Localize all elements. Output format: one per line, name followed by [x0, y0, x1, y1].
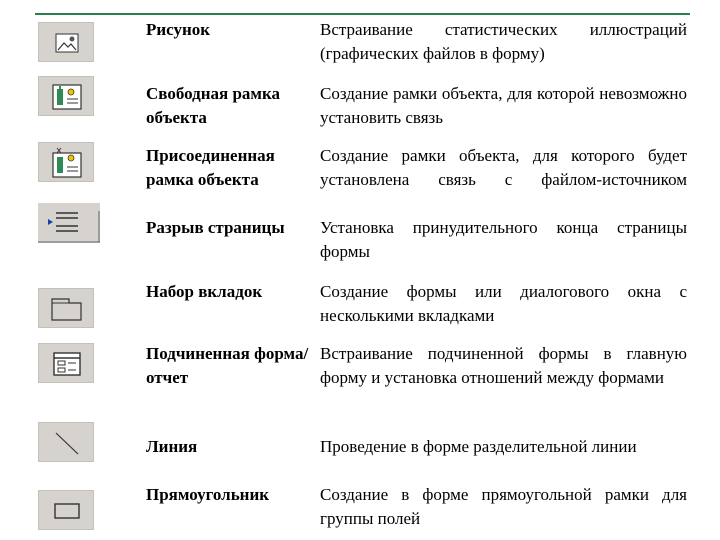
control-description: Установка принудительного конца страницы формы — [320, 218, 687, 261]
control-name: Набор вкладок — [146, 282, 263, 301]
tab-control-icon[interactable] — [38, 288, 94, 328]
top-rule — [35, 13, 690, 15]
control-description: Создание формы или диалогового окна с несколькими вкладками — [320, 282, 687, 325]
control-description: Создание рамки объекта, для которого будет установлена связь с файлом-источником — [320, 146, 687, 189]
control-description: Проведение в форме разделительной линии — [320, 437, 637, 456]
control-description: Создание в форме прямоугольной рамки для группы полей — [320, 485, 687, 528]
line-icon[interactable] — [38, 422, 94, 462]
subform-icon[interactable] — [38, 343, 94, 383]
control-name: Разрыв страницы — [146, 218, 285, 237]
control-name: Линия — [146, 437, 198, 456]
unbound-object-frame-icon[interactable] — [38, 76, 94, 116]
page-break-icon[interactable] — [38, 203, 100, 243]
control-name: Прямоугольник — [146, 485, 270, 504]
bound-object-frame-icon[interactable] — [38, 142, 94, 182]
control-description: Создание рамки объекта, для которой невозможно установить связь — [320, 84, 687, 127]
control-description: Встраивание подчиненной формы в главную форму и установка отношений между формами — [320, 344, 687, 387]
control-name: Свободная рамка объекта — [146, 84, 281, 127]
rectangle-icon[interactable] — [38, 490, 94, 530]
picture-icon[interactable] — [38, 22, 94, 62]
control-name: Рисунок — [146, 20, 211, 39]
control-description: Встраивание статистических иллюстраций (графических файлов в форму) — [320, 20, 687, 63]
control-name: Подчиненная форма/отчет — [146, 344, 309, 387]
control-name: Присоединенная рамка объекта — [146, 146, 275, 189]
